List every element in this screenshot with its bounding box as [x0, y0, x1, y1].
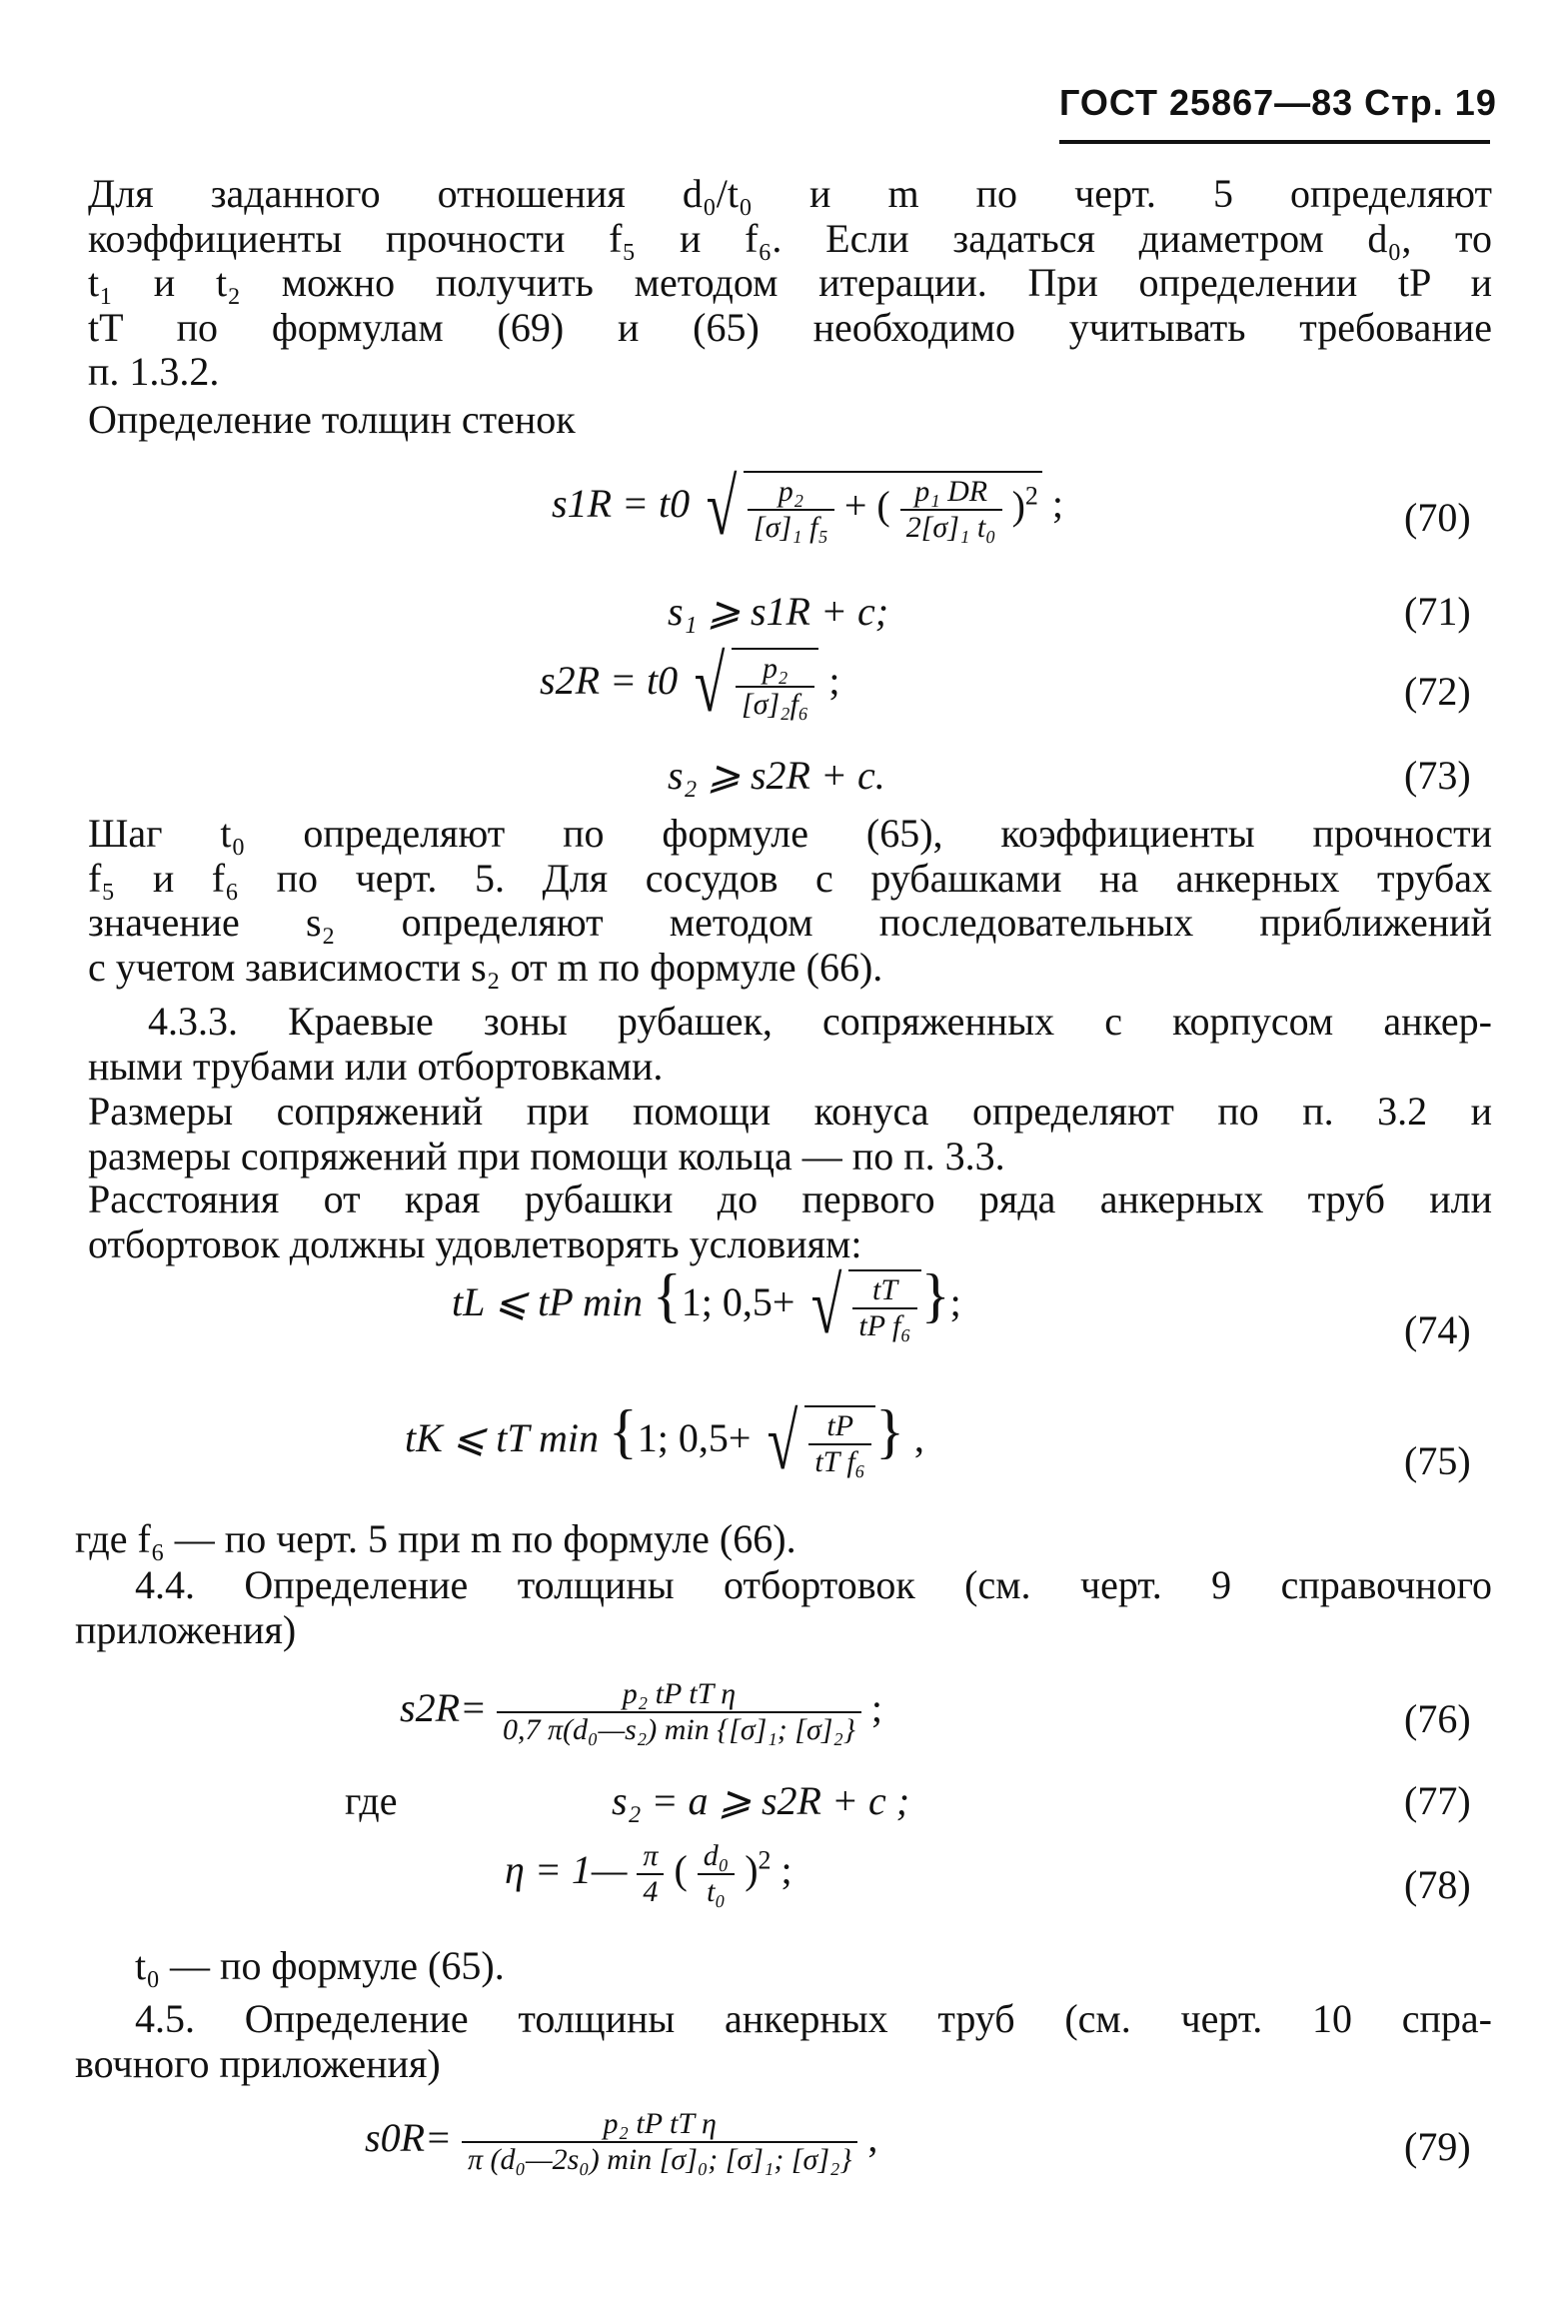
paragraph-where-f6	[75, 1517, 1479, 1562]
fraction-denominator: π (d₀—2s₀) min [σ]₀; [σ]₁; [σ]₂}	[468, 2143, 852, 2176]
text-line: 4.3.3. Краевые зоны рубашек, сопряженных с корпусом анкер-	[148, 999, 1492, 1044]
text-line: Расстояния от края рубашки до первого ряда анкерных труб или	[88, 1176, 1492, 1221]
equation-71: s₁ ⩾ s1R + c;	[668, 589, 889, 634]
fraction-denominator: [σ]₂f₆	[742, 688, 809, 721]
fraction-numerator: p₂	[736, 652, 814, 688]
fraction-denominator: t₀	[707, 1875, 726, 1908]
fraction-numerator: p₁ DR	[900, 475, 1002, 511]
equation-body: 1; 0,5+	[637, 1415, 752, 1460]
equation-lhs: tL ⩽ tP min	[452, 1279, 643, 1324]
fraction-numerator: tP	[808, 1409, 871, 1445]
text-line: с учетом зависимости s₂ от m по формуле (66).	[88, 944, 883, 990]
fraction-denominator: tP f₆	[858, 1308, 911, 1342]
text-line: t₀ — по формуле (65).	[135, 1943, 505, 1988]
text-line: Определение толщин стенок	[88, 397, 576, 442]
equation-73: s₂ ⩾ s2R + c.	[668, 753, 885, 798]
equation-72: s2R = t0 √ $\frac{\text{p₂}}{\text{[σ]₂f₆}}$ ;	[540, 641, 840, 729]
equation-76: s2R= $\frac{\text{p₂ tP tT η}}{\text{0,7 π(d₀—s₂) min \{[σ]₁; [σ]₂\}}}$ ;	[400, 1677, 882, 1746]
equation-number-75: (75)	[1404, 1438, 1471, 1483]
equation-77: s₂ = a ⩾ s2R + c ;	[612, 1778, 910, 1823]
equation-74: tL ⩽ tP min {1; 0,5+ √ $\frac{tT}{\text{tP f₆}}$ };	[452, 1261, 961, 1350]
equation-lhs: s0R=	[365, 2115, 452, 2161]
text-line: значение s₂ определяют методом последовательных приближений	[88, 900, 1492, 945]
text-line: f₅ и f₆ по черт. 5. Для сосудов с рубашками на анкерных трубах	[88, 855, 1492, 901]
paragraph-4-5	[75, 1997, 1492, 2086]
fraction-denominator: 0,7 π(d₀—s₂) min {[σ]₁; [σ]₂}	[503, 1713, 855, 1746]
text-line: отбортовок должны удовлетворять условиям:	[88, 1220, 862, 1266]
text-line: размеры сопряжений при помощи кольца — по п. 3.3.	[88, 1133, 1005, 1178]
text-line: где f₆ — по черт. 5 при m по формуле (66).	[75, 1516, 796, 1561]
text-line: Шаг t₀ определяют по формуле (65), коэффициенты прочности	[88, 811, 1492, 856]
text-line: 4.5. Определение толщины анкерных труб (см. черт. 10 спра-	[135, 1996, 1492, 2041]
fraction-numerator: d₀	[698, 1839, 735, 1875]
page-header: ГОСТ 25867—83 Стр. 19	[1059, 82, 1497, 123]
equation-lhs: s2R=	[400, 1685, 487, 1731]
equation-70: s1R = t0 √ $\frac{\text{p₂}}{\text{[σ]₁ f₅}}$ + ( $\frac{\text{p₁ DR}}{\text{2[σ]₁ t₀}}$ )$^2$ ;	[552, 464, 1064, 552]
fraction-denominator: 4	[643, 1875, 659, 1908]
equation-number-78: (78)	[1404, 1862, 1471, 1907]
paragraph-t0	[135, 1944, 1539, 1989]
text-line: tT по формулам (69) и (65) необходимо учитывать требование	[88, 304, 1492, 350]
fraction-numerator: tT	[852, 1273, 916, 1309]
equation-body: 1; 0,5+	[681, 1279, 795, 1324]
text-line: t₁ и t₂ можно получить методом итерации. При определении tP и	[88, 260, 1492, 305]
text-line: Для заданного отношения d₀/t₀ и m по черт. 5 определяют	[88, 171, 1492, 216]
paragraph-joint-sizes	[88, 1090, 1492, 1178]
equation-number-71: (71)	[1404, 589, 1471, 634]
equation-lhs: tK ⩽ tT min	[405, 1415, 599, 1460]
fraction-numerator: p₂	[748, 475, 834, 511]
fraction-numerator: p₂ tP tT η	[497, 1677, 861, 1713]
text-line: приложения)	[75, 1606, 297, 1652]
fraction-denominator: 2[σ]₁ t₀	[905, 511, 996, 544]
equation-number-79: (79)	[1404, 2124, 1471, 2169]
equation-number-73: (73)	[1404, 753, 1471, 798]
equation-79: s0R= $\frac{\text{p₂ tP tT η}}{\text{π (d₀—2s₀) min [σ]₀; [σ]₁; [σ]₂\}}}$ ,	[365, 2107, 878, 2176]
paragraph-ratio	[88, 172, 1492, 395]
fraction-denominator: [σ]₁ f₅	[754, 511, 828, 544]
equation-77-where: где	[345, 1778, 398, 1823]
equation-75: tK ⩽ tT min {1; 0,5+ √ $\frac{tP}{\text{tT f₆}}$ } ,	[405, 1397, 924, 1486]
equation-number-77: (77)	[1404, 1778, 1471, 1823]
header-rule	[1059, 140, 1490, 144]
equation-number-74: (74)	[1404, 1307, 1471, 1352]
paragraph-4-4	[75, 1563, 1492, 1652]
paragraph-4-3-3	[88, 999, 1492, 1089]
paragraph-pitch	[88, 812, 1492, 990]
text-line: п. 1.3.2.	[88, 349, 220, 394]
text-line: 4.4. Определение толщины отбортовок (см. черт. 9 справочного	[135, 1562, 1492, 1607]
paragraph-distances	[88, 1177, 1492, 1266]
fraction-denominator: tT f₆	[814, 1444, 866, 1478]
text-line: Размеры сопряжений при помощи конуса определяют по п. 3.2 и	[88, 1089, 1492, 1134]
equation-78: η = 1— $\frac{\pi}{4}$ ( $\frac{\text{d₀}}{\text{t₀}}$ )$^2$ ;	[505, 1839, 792, 1908]
equation-lhs: s2R = t0	[540, 658, 679, 704]
equation-lhs: η = 1—	[505, 1847, 628, 1893]
paragraph-wall-thickness	[88, 398, 1492, 443]
equation-number-70: (70)	[1404, 495, 1471, 540]
text-line: ными трубами или отбортовками.	[88, 1043, 664, 1089]
text-line: коэффициенты прочности f₅ и f₆. Если задаться диаметром d₀, то	[88, 215, 1492, 261]
equation-lhs: s1R = t0	[552, 481, 691, 527]
fraction-numerator: p₂ tP tT η	[462, 2107, 857, 2143]
equation-number-76: (76)	[1404, 1696, 1471, 1741]
equation-number-72: (72)	[1404, 669, 1471, 714]
text-line: вочного приложения)	[75, 2040, 441, 2086]
fraction-numerator: π	[637, 1839, 664, 1875]
